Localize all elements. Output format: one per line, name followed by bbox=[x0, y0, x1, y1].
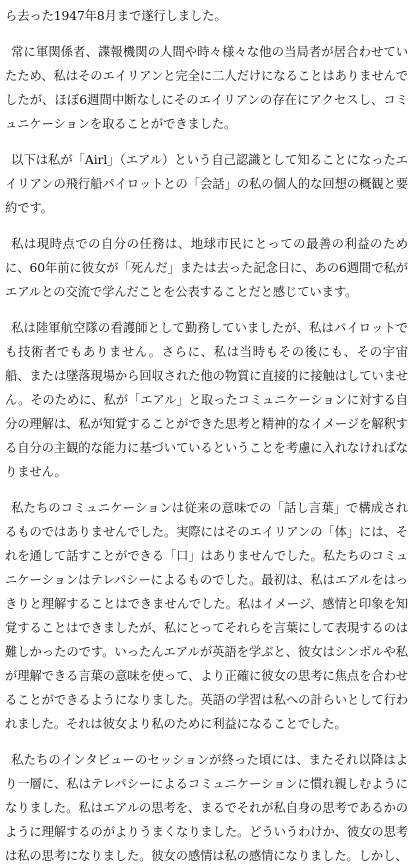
paragraph-gap bbox=[5, 484, 408, 496]
paragraph-2: 常に軍関係者、諜報機関の人間や時々様々な他の当局者が居合わせていたため、私はそのエイリアンと完全に二人だけになることはありませんでしたが、ほぼ6週間中断なしにそのエイリアンの存在にアクセスし、コミュニケーションを取ることができました。 bbox=[5, 45, 408, 131]
paragraph-4: 私は現時点での自分の任務は、地球市民にとっての最善の利益のために、60年前に彼女が「死んだ」または去った記念日に、あの6週間で私がエアルとの交流で学んだことを公表することだと感じています。 bbox=[5, 237, 408, 299]
paragraph-5: 私は陸軍航空隊の看護師として勤務していましたが、私はパイロットでも技術者でもありません。さらに、私は当時もその後にも、その宇宙船、または墜落現場から回収された他の物質に直接的に接触はしていません。そのために、私が「エアル」と取ったコミュニケーションに対する自分の理解は、私が知覚することができた思考と精神的なイメージを解釈する自分の主観的な能力に基づいているということを考慮に入れなければなりません。 bbox=[5, 321, 408, 479]
paragraph-gap bbox=[5, 304, 408, 316]
paragraph-gap bbox=[5, 736, 408, 748]
paragraph-gap bbox=[5, 136, 408, 148]
paragraph-gap bbox=[5, 28, 408, 40]
document-body bbox=[5, 0, 408, 863]
paragraph-7: 私たちのインタビューのセッションが終った頃には、またそれ以降はより一層に、私はテレパシーによるコミュニケーションに慣れ親しむようになりました。私はエアルの思考を、まるでそれが私自身の思考であるかのように理解するのがよりうまくなりました。どういうわけか、彼女の思考は私の思考になりました。彼女の感情は私の感情になりました。しかし、 bbox=[5, 753, 408, 863]
paragraph-3: 以下は私が「Airl」（エアル）という自己認識として知ることになったエイリアンの飛行船パイロットとの「会話」の私の個人的な回想の概観と要約です。 bbox=[5, 153, 408, 215]
paragraph-gap bbox=[5, 220, 408, 232]
paragraph-1: ら去った1947年8月まで遂行しました。 bbox=[5, 9, 227, 23]
paragraph-6: 私たちのコミュニケーションは従来の意味での「話し言葉」で構成されるものではありませんでした。実際にはそのエイリアンの「体」には、それを通して話すことができる「口」はありませんでした。私たちのコミュニケーションはテレパシーによるものでした。最初は、私はエアルをはっきりと理解することはできませんでした。私はイメージ、感情と印象を知覚することはできましたが、私にとってそれらを言葉にして表現するのは難しかったのです。いったんエアルが英語を学ぶと、彼女はシンボルや私が理解できる言葉の意味を使って、より正確に彼女の思考に焦点を合わせることができるようになりました。英語の学習は私への計らいとして行われました。それは彼女より私のために利益になることでした。 bbox=[5, 501, 408, 731]
